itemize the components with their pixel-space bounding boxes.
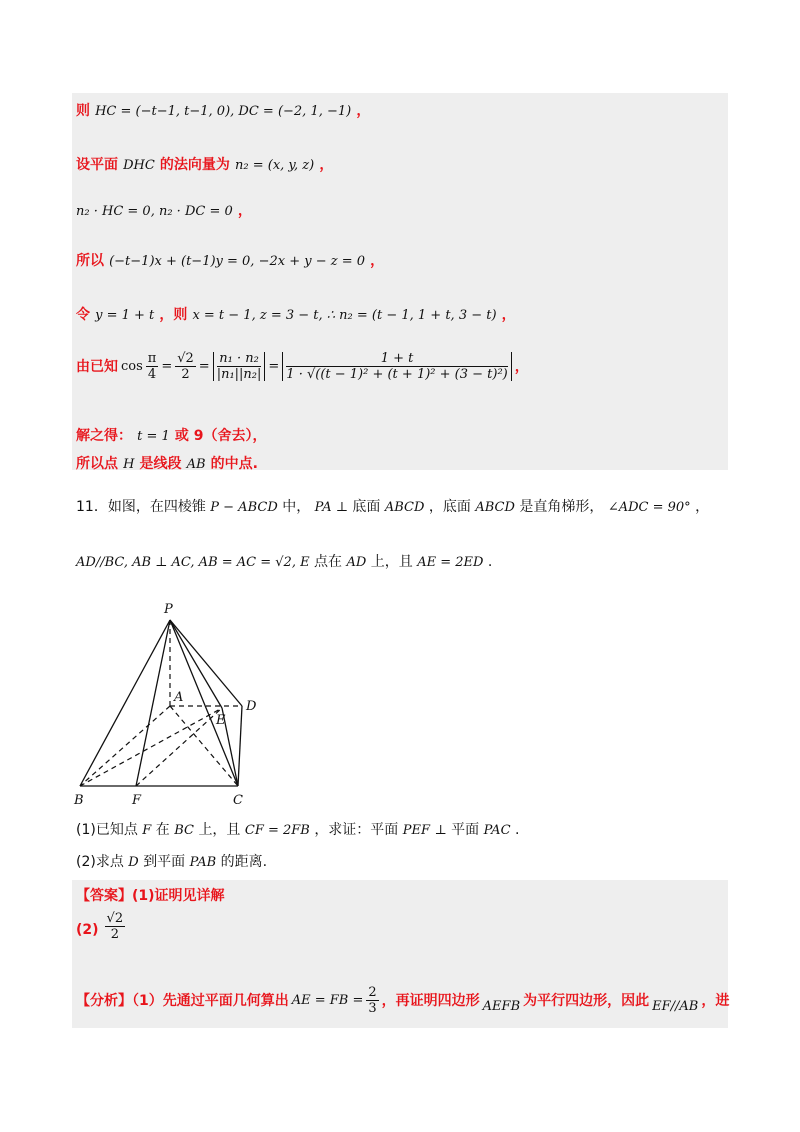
solution-line-7: 解之得： t = 1 或 9（舍去），: [76, 428, 267, 444]
solution-line-4: 所以 (−t−1)x + (t−1)y = 0, −2x + y − z = 0 ，: [76, 253, 385, 269]
solution-line-1: 则 HC = (−t−1, t−1, 0), DC = (−2, 1, −1) ，: [76, 103, 371, 119]
solution-line-3: n₂ · HC = 0, n₂ · DC = 0 ，: [76, 203, 252, 219]
edge-FE: [136, 708, 222, 786]
edge-AB: [80, 706, 170, 786]
label-B: B: [74, 793, 84, 808]
question-2: (2)求点 D 到平面 PAB 的距离.: [76, 854, 268, 870]
problem-line-2: AD//BC, AB ⊥ AC, AB = AC = √2, E 点在 AD 上，且 AE = 2ED .: [76, 554, 493, 570]
analysis-line: 【分析】（1）先通过平面几何算出 AE = FB = $\frac{2}{3}$ ，再证明四边形 AEFB 为平行四边形，因此 EF//AB ，进: [76, 985, 730, 1016]
answer-fraction: $\frac{√2}{2}$: [106, 911, 124, 942]
solution-line-2: 设平面 DHC 的法向量为 n₂ = (x, y, z) ，: [76, 157, 334, 173]
edge-PF: [136, 620, 170, 786]
answer-line-1: 【答案】(1)证明见详解: [76, 888, 225, 904]
formula: HC = (−t−1, t−1, 0), DC = (−2, 1, −1): [95, 104, 352, 119]
question-1: (1)已知点 F 在 BC 上，且 CF = 2FB ，求证：平面 PEF ⊥ 平面 PAC .: [76, 822, 520, 838]
solution-shaded-block: [72, 93, 728, 470]
label-F: F: [132, 793, 142, 808]
sqrt2-over-2: $\frac{√2}{2}$: [177, 351, 194, 382]
edge-PB: [80, 620, 170, 786]
formula: n₂ = (x, y, z): [235, 158, 315, 173]
solution-line-5: 令 y = 1 + t ，则 x = t − 1, z = 3 − t, ∴ n₂ = (t − 1, 1 + t, 3 − t) ，: [76, 307, 516, 323]
edge-AC: [170, 706, 238, 786]
abs-rhs-fraction: $\frac{1 + t}{\text{1 · √((t − 1)² + (t + 1)² + (3 − t)²)}}$: [282, 352, 511, 381]
formula: x = t − 1, z = 3 − t, ∴ n₂ = (t − 1, 1 + t, 3 − t): [192, 308, 497, 323]
problem-line-1: 11．如图，在四棱锥 P − ABCD 中， PA ⊥ 底面 ABCD ，底面 ABCD 是直角梯形， ∠ADC = 90° ，: [76, 499, 710, 515]
pyramid-figure: [70, 598, 270, 808]
formula: n₂ · HC = 0, n₂ · DC = 0: [76, 204, 233, 219]
answer-line-2: (2) $\frac{√2}{2}$: [76, 911, 124, 942]
label-E: E: [216, 713, 226, 728]
pi-over-4: $\frac{\pi}{4}$: [147, 351, 157, 382]
two-thirds: $\frac{2}{3}$: [368, 985, 377, 1016]
solution-line-6: 由已知 cos $\frac{\pi}{4}$ = $\frac{√2}{2}$ = $\frac{\text{n₁ · n₂}}{\text{|n₁||n₂|}}$ = $\frac{1 + t}{\text{1 · √((t − 1)² + (t + 1)² + (3 − t)²)}}$ ，: [76, 351, 529, 382]
label-P: P: [164, 602, 173, 617]
edge-DC: [238, 706, 242, 786]
solution-line-8: 所以点 H 是线段 AB 的中点.: [76, 456, 258, 472]
label-C: C: [233, 793, 243, 808]
label-A: A: [174, 690, 184, 705]
formula: (−t−1)x + (t−1)y = 0, −2x + y − z = 0: [109, 254, 366, 269]
label-D: D: [246, 699, 257, 714]
abs-cos-fraction: $\frac{\text{n₁ · n₂}}{\text{|n₁||n₂|}}$: [213, 352, 266, 381]
